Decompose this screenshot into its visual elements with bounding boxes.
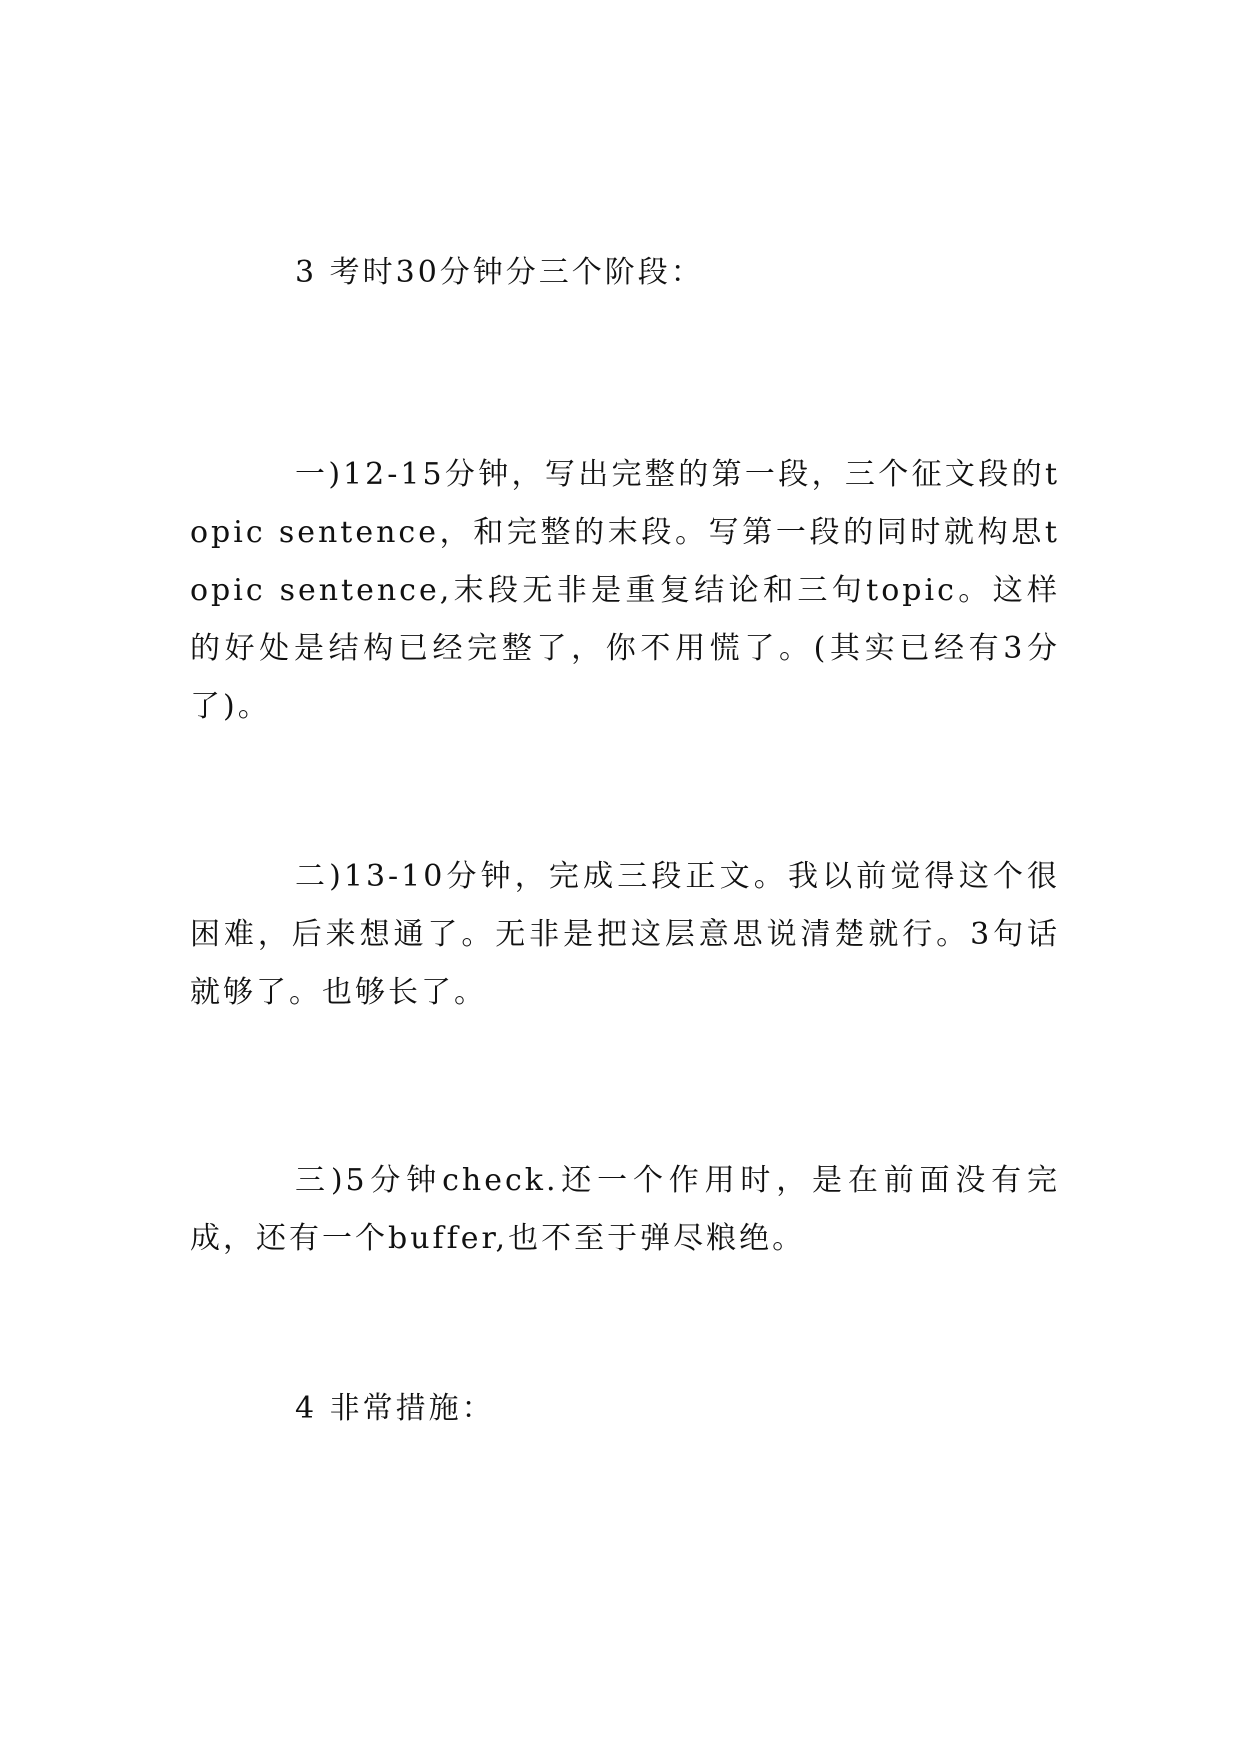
paragraph-stage-two: 二)13-10分钟，完成三段正文。我以前觉得这个很困难，后来想通了。无非是把这层意思说清楚就行。3句话就够了。也够长了。 bbox=[190, 859, 1060, 1010]
section-heading-emergency-measures: 4 非常措施： bbox=[295, 1391, 495, 1426]
section-heading-exam-time: 3 考时30分钟分三个阶段： bbox=[295, 255, 704, 290]
paragraph-stage-three: 三)5分钟check.还一个作用时，是在前面没有完成，还有一个buffer,也不至于弹尽粮绝。 bbox=[190, 1163, 1060, 1256]
paragraph-stage-one: 一)12-15分钟，写出完整的第一段，三个征文段的topic sentence，和完整的末段。写第一段的同时就构思topic sentence,末段无非是重复结论和三句topic。这样的好处是结构已经完整了，你不用慌了。(其实已经有3分了)。 bbox=[190, 457, 1060, 724]
